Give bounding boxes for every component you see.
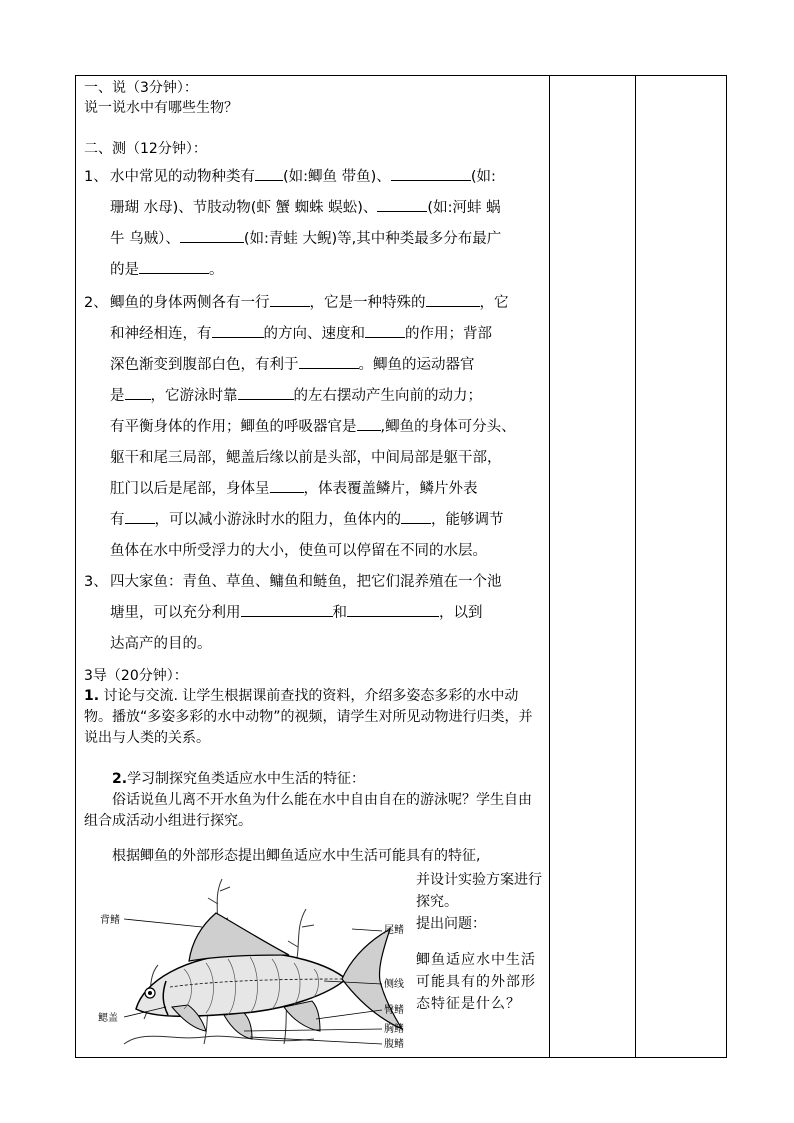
question-3: 3、 四大家鱼：青鱼、草鱼、鳙鱼和鲢鱼，把它们混养殖在一个池 塘里，可以充分利用 和 ，以到 达高产的目的。 xyxy=(84,567,544,660)
leader-anal xyxy=(316,1010,382,1019)
answer-blank[interactable] xyxy=(377,196,427,212)
fish-body xyxy=(136,913,402,1039)
question-2: 2、 鲫鱼的身体两侧各有一行 ，它是一种特殊的 ，它 和神经相连，有 的方向、速度和 的作用；背部 深色渐变到腹部白色，有利于 。鲫鱼的运动器官 是 ，它游泳时靠 的左右摆动产生向前的动力； 有平衡身体的作用；鲫鱼的呼吸器官是 ,鲫鱼的身体可分头、 躯干和尾三局部，鳃盖后缘以前是头部，中间局部是躯干部， 肛门以后是尾部，身体呈 ，体表覆盖鳞片，鳞片外表 有 ，可以减小游泳时水的阻力，鱼体内的 ，能够调节 鱼体在水中所受浮力的大小，使鱼可以停留在不同的水层。 xyxy=(84,288,544,567)
side-text-ask: 提出问题： xyxy=(416,916,486,932)
side-text-question: 鲫鱼适应水中生活可能具有的外部形态特征是什么？ xyxy=(416,952,536,1012)
section-heading-guide: 3导（20分钟）： xyxy=(84,668,188,684)
activity-3: 根据鲫鱼的外部形态提出鲫鱼适应水中生活可能具有的特征, xyxy=(112,848,481,864)
column-divider-1 xyxy=(549,76,550,1057)
question-number: 2、 xyxy=(84,295,108,311)
answer-blank[interactable] xyxy=(255,165,283,181)
crucian-carp-diagram xyxy=(84,869,414,1059)
answer-blank[interactable] xyxy=(125,384,151,400)
leader-dorsal xyxy=(124,919,202,927)
label-caudal-fin: 尾鳍 xyxy=(384,925,404,936)
leader-caudal xyxy=(352,929,382,931)
label-pectoral-fin: 胸鳍 xyxy=(384,1024,404,1035)
answer-blank[interactable] xyxy=(365,322,405,338)
label-anal-fin: 臀鳍 xyxy=(384,1005,404,1016)
answer-blank[interactable] xyxy=(238,384,294,400)
answer-blank[interactable] xyxy=(357,415,381,431)
answer-blank[interactable] xyxy=(180,227,244,243)
answer-blank[interactable] xyxy=(347,601,439,617)
main-content-cell xyxy=(84,78,544,1059)
activity-1: 1. 讨论与交流. 让学生根据课前查找的资料，介绍多姿态多彩的水中动物。播放“多姿多彩的水中动物”的视频，请学生对所见动物进行归类，并说出与人类的关系。 xyxy=(84,688,533,746)
answer-blank[interactable] xyxy=(401,508,431,524)
column-divider-2 xyxy=(635,76,636,1057)
answer-blank[interactable] xyxy=(241,601,333,617)
answer-blank[interactable] xyxy=(270,291,310,307)
activity-2-question: 俗话说鱼儿离不开水鱼为什么能在水中自由自在的游泳呢？学生自由组合成活动小组进行探究。 xyxy=(84,792,532,829)
fish-figure-area xyxy=(84,869,544,1059)
answer-blank[interactable] xyxy=(212,322,264,338)
activity-2: 2.学习制探究鱼类适应水中生活的特征： xyxy=(112,771,366,787)
side-text-plan: 并设计实验方案进行探究。 xyxy=(416,872,542,910)
answer-blank[interactable] xyxy=(139,258,209,274)
question-number: 3、 xyxy=(84,574,108,590)
section-heading-test: 二、测（12分钟）： xyxy=(84,141,207,157)
label-dorsal-fin: 背鳍 xyxy=(100,915,120,926)
answer-blank[interactable] xyxy=(270,477,304,493)
answer-blank[interactable] xyxy=(426,291,480,307)
answer-blank[interactable] xyxy=(391,165,471,181)
section-heading-say: 一、说（3分钟）： xyxy=(84,80,198,96)
figure-side-text xyxy=(416,869,546,1015)
answer-blank[interactable] xyxy=(125,508,155,524)
answer-blank[interactable] xyxy=(299,353,359,369)
lesson-table xyxy=(75,75,727,1058)
label-lateral-line: 侧线 xyxy=(384,979,404,990)
label-gill-cover: 鳃盖 xyxy=(98,1013,118,1024)
label-pelvic-fin: 腹鳍 xyxy=(384,1039,404,1050)
question-number: 1、 xyxy=(84,169,108,185)
say-prompt: 说一说水中有哪些生物？ xyxy=(84,100,238,116)
question-1: 1、 水中常见的动物种类有 (如:鲫鱼 带鱼)、 (如: 珊瑚 水母)、节肢动物(虾 蟹 蜘蛛 蜈蚣)、 (如:河蚌 蜗 牛 乌贼）、 (如:青蛙 大鲵)等,其中种类最多分布最广 的是 。 xyxy=(84,162,544,286)
